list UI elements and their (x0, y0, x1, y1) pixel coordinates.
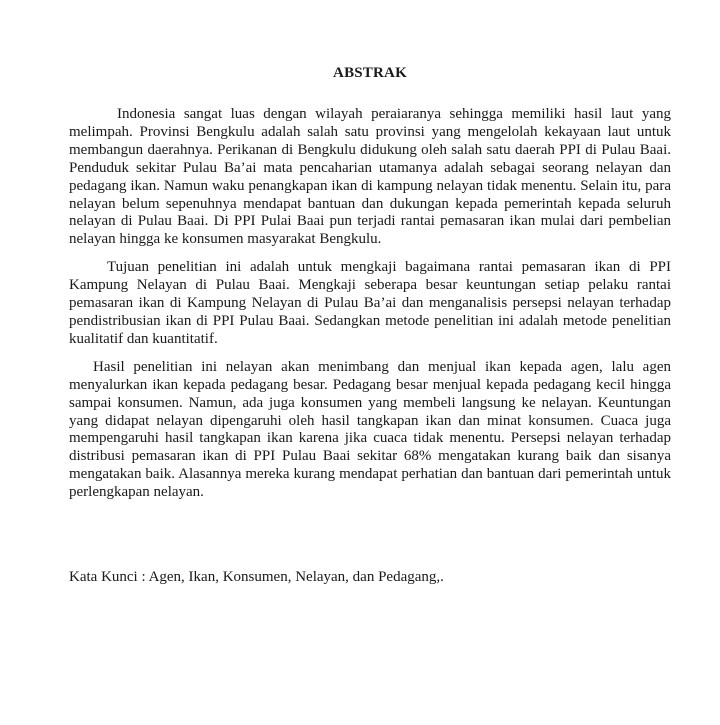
abstract-title: ABSTRAK (333, 65, 407, 81)
abstract-paragraph-2: Tujuan penelitian ini adalah untuk mengkaji bagaimana rantai pemasaran ikan di PPI Kampung Nelayan di Pulau Baai. Mengkaji seberapa besar keuntungan setiap pelaku rantai pemasaran ikan di Kampung Nelayan di Pulau Ba’ai dan menganalisis persepsi nelayan terhadap pendistribusian ikan di PPI Pulau Baai. Sedangkan metode penelitian ini adalah metode penelitian kualitatif dan kuantitatif. (69, 259, 671, 347)
abstract-paragraph-3: Hasil penelitian ini nelayan akan menimbang dan menjual ikan kepada agen, lalu agen menyalurkan ikan kepada pedagang besar. Pedagang besar menjual kepada pedagang kecil hingga sampai konsumen. Namun, ada juga konsumen yang membeli langsung ke nelayan. Keuntungan yang didapat nelayan dipengaruhi oleh hasil tangkapan ikan dan minat konsumen. Cuaca juga mempengaruhi hasil tangkapan ikan karena jika cuaca tidak menentu. Persepsi nelayan terhadap distribusi pemasaran ikan di PPI Pulau Baai sekitar 68% mengatakan kurang baik dan sisanya mengatakan baik. Alasannya mereka kurang mendapat perhatian dan bantuan dari pemerintah untuk perlengkapan nelayan. (69, 358, 671, 501)
keywords-line: Kata Kunci : Agen, Ikan, Konsumen, Nelayan, dan Pedagang,. (69, 569, 444, 585)
abstract-page (69, 63, 671, 502)
abstract-paragraph-1: Indonesia sangat luas dengan wilayah peraiaranya sehingga memiliki hasil laut yang melimpah. Provinsi Bengkulu adalah salah satu provinsi yang mengelolah kekayaan laut untuk membangun daerahnya. Perikanan di Bengkulu didukung oleh salah satu daerah PPI di Pulau Baai. Penduduk sekitar Pulau Ba’ai mata pencaharian utamanya adalah sebagai seorang nelayan dan pedagang ikan. Namun waku penangkapan ikan di kampung nelayan tidak menentu. Selain itu, para nelayan belum sepenuhnya mendapat bantuan dan dukungan kepada pemerintah kepada seluruh nelayan di Pulau Baai. Di PPI Pulai Baai pun terjadi rantai pemasaran ikan mulai dari pembelian nelayan hingga ke konsumen masyarakat Bengkulu. (69, 106, 671, 248)
